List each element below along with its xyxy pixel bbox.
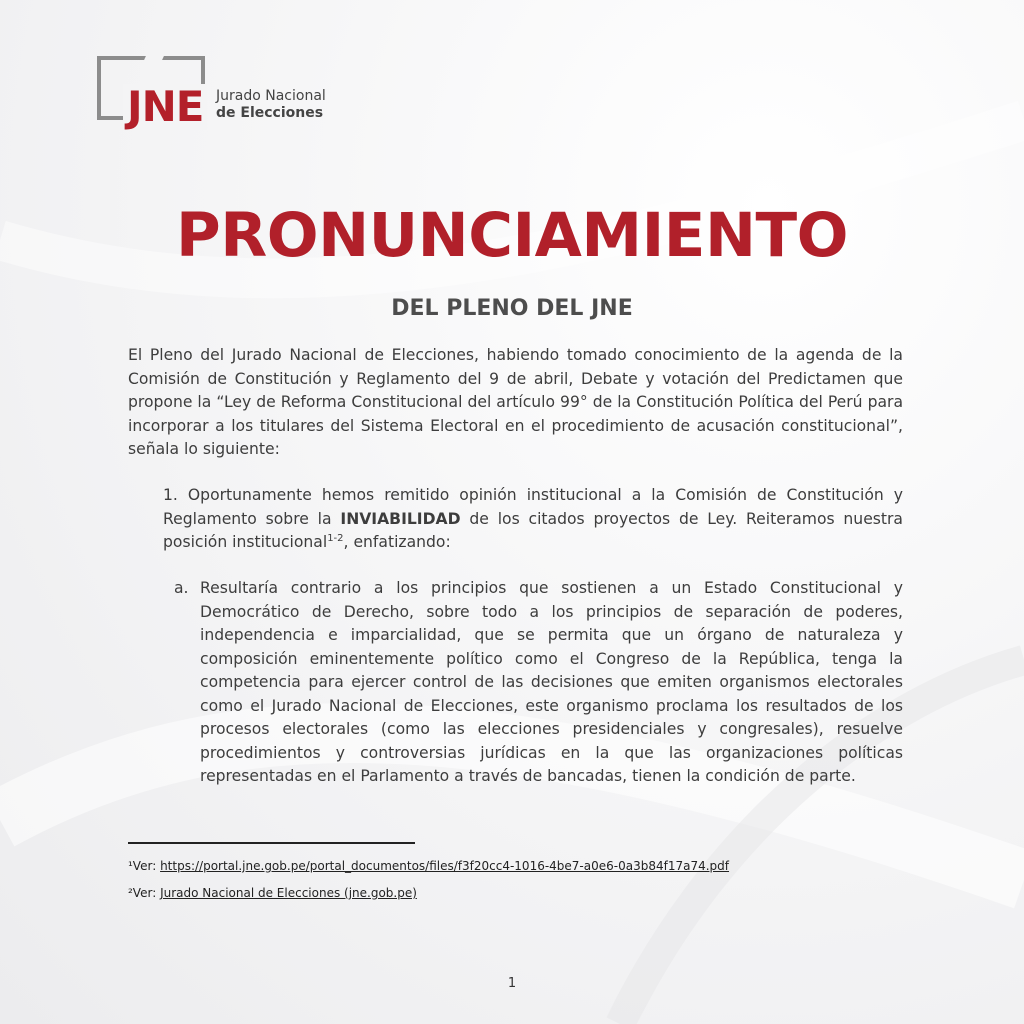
item-1-paragraph (163, 484, 903, 555)
footnote-ref: 1-2 (327, 532, 344, 544)
footnote-1-link[interactable]: https://portal.jne.gob.pe/portal_documentos/files/f3f20cc4-1016-4be7-a0e6-0a3b84f17a74.pdf (160, 859, 730, 873)
jne-logo (97, 48, 357, 130)
page-number: 1 (507, 976, 517, 991)
logo-line2: de Elecciones (216, 105, 324, 121)
item-a-text: Resultaría contrario a los principios que sostienen a un Estado Constitucional y Democrático de Derecho, sobre todo a los principios de separación de poderes, independencia e imparcialidad, que se permita que un órgano de naturaleza y composición eminentemente político como el Congreso de la República, tenga la competencia para ejercer control de las decisiones que emiten organismos electorales como el Jurado Nacional de Elecciones, este organismo proclama los resultados de los procesos electorales (como las elecciones presidenciales y congresales), resuelve procedimientos y controversias jurídicas en la que las organizaciones políticas representadas en el Parlamento a través de bancadas, tienen la condición de parte. (200, 579, 903, 785)
logo-mark: JNE (123, 84, 207, 130)
footnote-2-link[interactable]: Jurado Nacional de Elecciones (jne.gob.pe) (160, 886, 417, 900)
footnote-1 (128, 858, 729, 874)
footnote-1-prefix: ¹Ver: (128, 859, 161, 873)
item-1-bold: INVIABILIDAD (340, 509, 461, 528)
document-subtitle: DEL PLENO DEL JNE (391, 296, 633, 321)
footnote-2 (128, 885, 417, 901)
footnote-separator (128, 842, 415, 844)
item-1-text-end: , enfatizando: (343, 533, 451, 551)
item-1-text-before: 1. Oportunamente hemos remitido opinión institucional a la Comisión de Constitución y Reglamento sobre la (163, 486, 903, 528)
document-title: PRONUNCIAMIENTO (176, 200, 848, 271)
logo-text (216, 88, 326, 122)
item-a-marker: a. (174, 579, 189, 597)
footnote-2-prefix: ²Ver: (128, 886, 161, 900)
intro-paragraph: El Pleno del Jurado Nacional de Elecciones, habiendo tomado conocimiento de la agenda de la Comisión de Constitución y Reglamento del 9 de abril, Debate y votación del Predictamen que propone la “Ley de Reforma Constitucional del artículo 99° de la Constitución Política del Perú para incorporar a los titulares del Sistema Electoral en el procedimiento de acusación constitucional”, señala lo siguiente: (128, 346, 903, 458)
item-1-text-after: de los citados proyectos de Ley. Reiteramos nuestra posición institucional (163, 509, 903, 551)
item-a-paragraph (174, 577, 903, 789)
logo-line1: Jurado Nacional (216, 88, 326, 104)
